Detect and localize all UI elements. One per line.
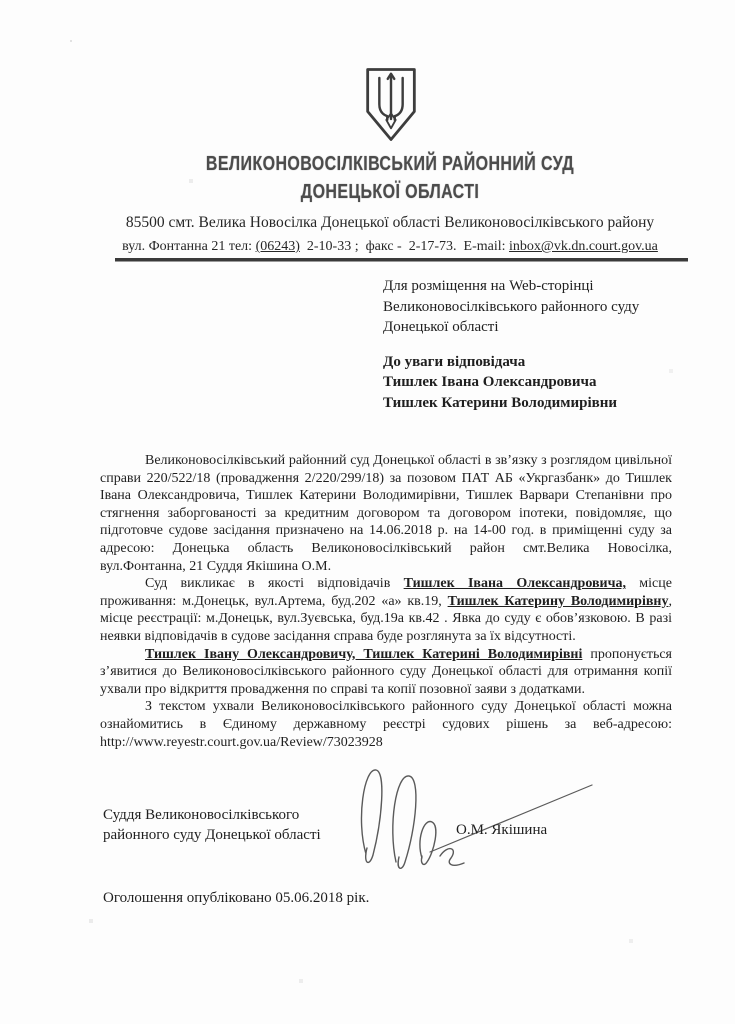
court-contact-line [60, 239, 720, 255]
court-address: 85500 смт. Велика Новосілка Донецької області Великоновосілківського району [125, 214, 655, 231]
paragraph-text: пропонується з’явитися до Великоновосілківського районного суду Донецької області для отримання копії ухвали про відкриття провадження по справі та копії позовної заяви з додатками. [100, 646, 672, 697]
body-paragraphs [100, 452, 672, 751]
court-name-line2: ДОНЕЦЬКОЇ ОБЛАСТІ [300, 181, 480, 203]
defendant-name: Тишлек Івана Олександровича, [403, 576, 626, 592]
defendant-name: Тишлек Івану Олександровичу, Тишлек Катерині Володимирівні [145, 646, 583, 662]
judge-title-line1: Суддя Великоновосілківського [103, 807, 300, 823]
contact-street-phone-label: вул. Фонтанна 21 тел: [122, 239, 256, 254]
ukraine-trident-emblem-icon [363, 64, 419, 146]
attention-line: До уваги відповідача [383, 353, 526, 370]
paragraph-text: місце проживання: м.Донецьк, вул.Артема, буд.202 «а» кв.19, [100, 576, 672, 609]
web-notice-line: Великоновосілківського районного суду [383, 298, 640, 315]
contact-phone-fax: 2-10-33 ; факс - 2-17-73. E-mail: [299, 239, 510, 254]
court-email: inbox@vk.dn.court.gov.ua [509, 239, 658, 254]
body-paragraph [100, 575, 672, 645]
defendant-name: Тишлек Катерину Володимирівну [447, 593, 669, 609]
attention-line: Тишлек Івана Олександровича [383, 374, 597, 390]
attention-line: Тишлек Катерини Володимирівни [383, 394, 618, 411]
paragraph-text: , місце реєстрації: м.Донецьк, вул.Зуєвська, буд.19а кв.42 . Явка до суду є обов’язковою. В разі неявки відповідачів в судове засідання справа буде розглянута за їх відсутності. [100, 593, 672, 644]
paragraph-text: Великоновосілківський районний суд Донецької області в зв’язку з розглядом цивільної справи 220/522/18 (провадження 2/220/299/18) за позовом ПАТ АБ «Укргазбанк» до Тишлек Івана Олександровича, Тишлек Катерини Володимирівни, Тишлек Варвари Степанівни про стягнення заборгованості за кредитним договором та договором іпотеки, повідомляє, що підготовче судове засідання призначено на 14.06.2018 р. на 14-00 год. в приміщенні суду за адресою: Донецька область Великоновосілківський район смт.Велика Новосілка, вул.Фонтанна, 21 Суддя Якішина О.М. [100, 453, 672, 574]
handwritten-signature-icon [352, 758, 597, 873]
court-registry-url: http://www.reyestr.court.gov.ua/Review/73023928 [100, 734, 383, 750]
web-notice-line: Для розміщення на Web-сторінці [383, 278, 594, 294]
web-notice-line: Донецької області [383, 319, 499, 335]
body-paragraph [100, 698, 672, 751]
paragraph-text: Суд викликає в якості відповідачів [145, 576, 404, 592]
judge-title-line2: районного суду Донецької області [103, 826, 321, 843]
body-paragraph [100, 646, 672, 699]
body-paragraph [100, 452, 672, 575]
court-name-line1: ВЕЛИКОНОВОСІЛКІВСЬКИЙ РАЙОННИЙ СУД [205, 153, 575, 175]
judge-name: О.М. Якішина [456, 822, 548, 838]
phone-area-code: (06243) [255, 239, 300, 254]
header-divider-line [115, 258, 688, 261]
court-name-header [60, 150, 720, 206]
recipient-block [383, 276, 639, 413]
attention-block [383, 352, 639, 414]
publication-date-line: Оголошення опубліковано 05.06.2018 рік. [103, 890, 370, 906]
judge-title [103, 806, 321, 845]
scan-noise [70, 40, 72, 42]
paragraph-text: З текстом ухвали Великоновосілківського районного суду Донецької області можна ознайомитись в Єдиному державному реєстрі судових рішень за веб-адресою: [100, 699, 672, 732]
